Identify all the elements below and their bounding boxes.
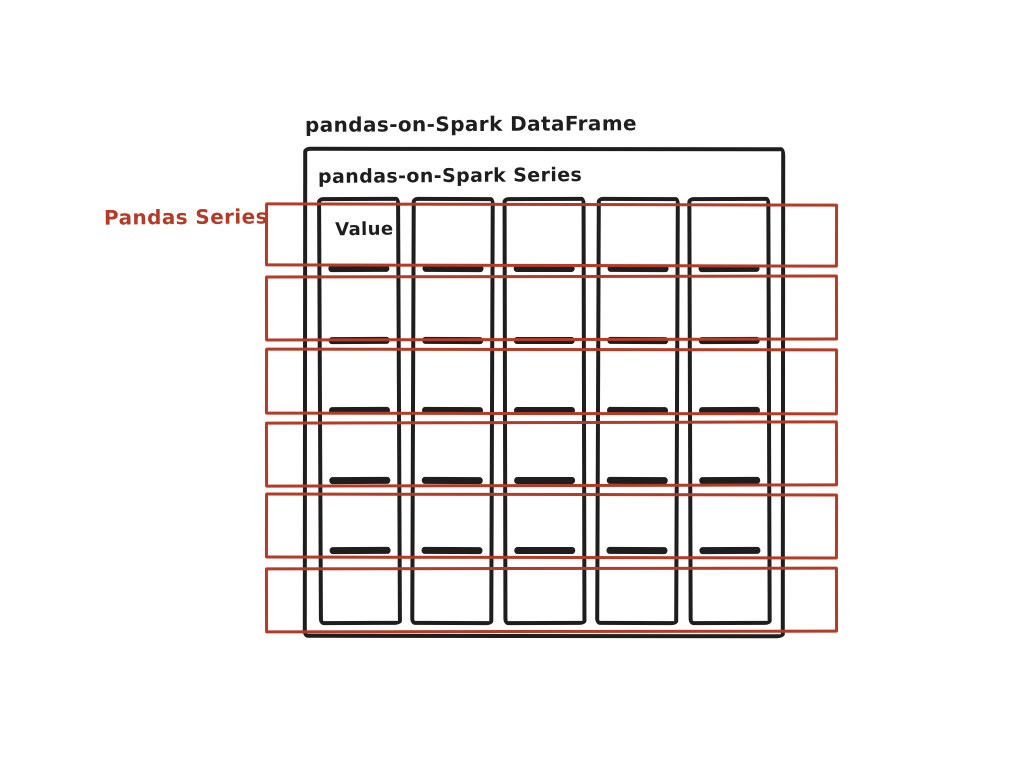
pandas-series-label: Pandas Series (103, 204, 268, 230)
pandas-series-row-1 (265, 202, 838, 267)
pandas-series-row-4 (265, 420, 838, 487)
pandas-series-row-5 (265, 493, 838, 560)
pandas-series-row-3 (265, 348, 838, 416)
pandas-series-row-2 (265, 275, 838, 342)
dataframe-title: pandas-on-Spark DataFrame (304, 111, 638, 137)
pandas-series-row-6 (265, 567, 838, 634)
series-label: pandas-on-Spark Series (317, 164, 583, 188)
cell-value-label: Value (335, 218, 394, 241)
